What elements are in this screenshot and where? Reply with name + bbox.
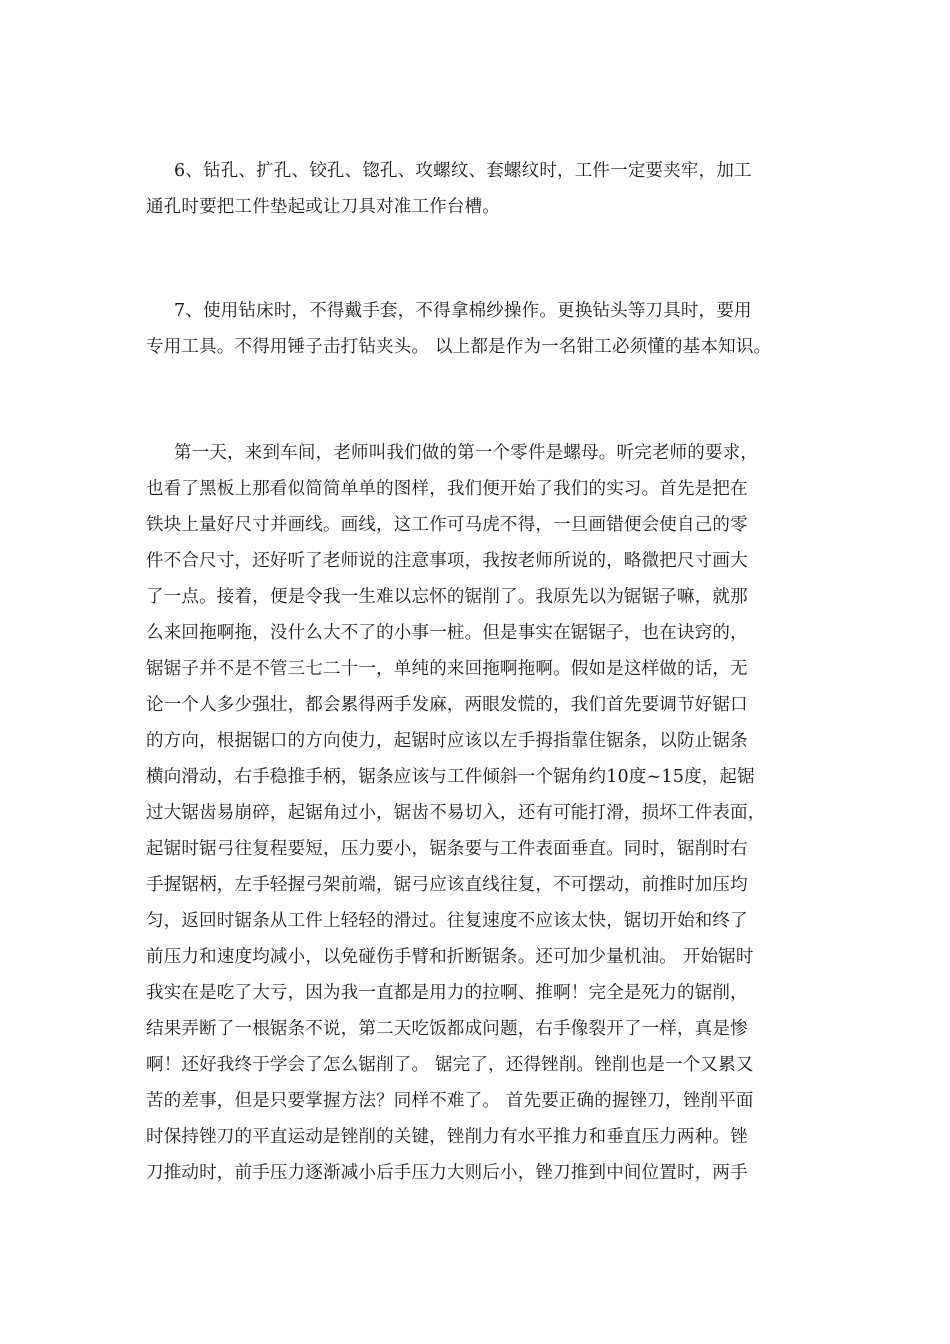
narrative-line-6: 么来回拖啊拖，没什么大不了的小事一桩。但是事实在锯锯子，也在诀窍的， bbox=[146, 623, 748, 643]
narrative-line-2: 也看了黑板上那看似简简单单的图样，我们便开始了我们的实习。首先是把在 bbox=[146, 479, 748, 499]
narrative-line-19: 苦的差事，但是只要掌握方法？同样不难了。 首先要正确的握锉刀，锉削平面 bbox=[146, 1091, 754, 1111]
narrative-line-16: 我实在是吃了大亏，因为我一直都是用力的拉啊、推啊！完全是死力的锯削， bbox=[146, 983, 748, 1003]
narrative-line-13: 手握锯柄，左手轻握弓架前端，锯弓应该直线往复，不可摆动，前推时加压均 bbox=[146, 875, 748, 895]
narrative-line-20: 时保持锉刀的平直运动是锉削的关键，锉削力有水平推力和垂直压力两种。锉 bbox=[146, 1127, 748, 1147]
narrative-line-11: 过大锯齿易崩碎，起锯角过小，锯齿不易切入，还有可能打滑，损坏工件表面， bbox=[146, 803, 766, 823]
narrative-line-15: 前压力和速度均减小，以免碰伤手臂和折断锯条。还可加少量机油。 开始锯时 bbox=[146, 947, 754, 967]
paragraph-7-line-1: 7、使用钻床时，不得戴手套，不得拿棉纱操作。更换钻头等刀具时，要用 bbox=[174, 301, 752, 321]
narrative-line-8: 论一个人多少强壮，都会累得两手发麻，两眼发慌的，我们首先要调节好锯口 bbox=[146, 695, 748, 715]
narrative-line-17: 结果弄断了一根锯条不说，第二天吃饭都成问题，右手像裂开了一样，真是惨 bbox=[146, 1019, 748, 1039]
narrative-line-1: 第一天，来到车间，老师叫我们做的第一个零件是螺母。听完老师的要求， bbox=[174, 443, 759, 463]
narrative-line-14: 匀，返回时锯条从工件上轻轻的滑过。往复速度不应该太快，锯切开始和终了 bbox=[146, 911, 748, 931]
narrative-line-21: 刀推动时，前手压力逐渐减小后手压力大则后小，锉刀推到中间位置时，两手 bbox=[146, 1163, 748, 1183]
narrative-line-10: 横向滑动，右手稳推手柄，锯条应该与工件倾斜一个锯角约10度~15度，起锯 bbox=[146, 767, 755, 787]
narrative-line-7: 锯锯子并不是不管三七二十一，单纯的来回拖啊拖啊。假如是这样做的话，无 bbox=[146, 659, 748, 679]
narrative-line-4: 件不合尺寸，还好听了老师说的注意事项，我按老师所说的，略微把尺寸画大 bbox=[146, 551, 748, 571]
paragraph-6-line-1: 6、钻孔、扩孔、铰孔、锪孔、攻螺纹、套螺纹时，工件一定要夹牢，加工 bbox=[174, 161, 752, 181]
narrative-line-5: 了一点。接着，便是令我一生难以忘怀的锯削了。我原先以为锯锯子嘛，就那 bbox=[146, 587, 748, 607]
narrative-line-9: 的方向，根据锯口的方向使力，起锯时应该以左手拇指靠住锯条，以防止锯条 bbox=[146, 731, 748, 751]
paragraph-7-line-2: 专用工具。不得用锤子击打钻夹头。 以上都是作为一名钳工必须懂的基本知识。 bbox=[146, 337, 772, 357]
paragraph-6-line-2: 通孔时要把工件垫起或让刀具对准工作台槽。 bbox=[146, 197, 500, 217]
narrative-line-3: 铁块上量好尺寸并画线。画线，这工作可马虎不得，一旦画错便会使自己的零 bbox=[146, 515, 748, 535]
narrative-line-12: 起锯时锯弓往复程要短，压力要小，锯条要与工件表面垂直。同时，锯削时右 bbox=[146, 839, 748, 859]
narrative-line-18: 啊！还好我终于学会了怎么锯削了。 锯完了，还得锉削。锉削也是一个又累又 bbox=[146, 1055, 754, 1075]
